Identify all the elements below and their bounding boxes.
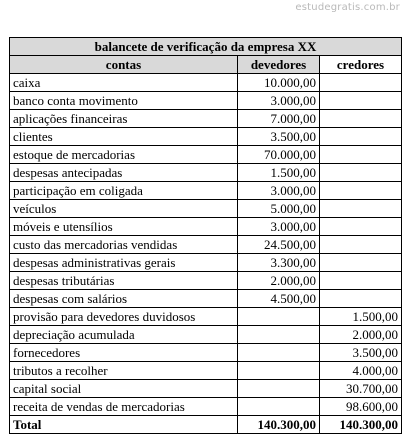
credit-value [320, 218, 402, 236]
table-row [10, 308, 402, 326]
total-debit: 140.300,00 [238, 416, 320, 434]
table-body [10, 74, 402, 434]
table-row [10, 128, 402, 146]
table-title-row [10, 38, 402, 56]
table-row [10, 92, 402, 110]
debit-value: 24.500,00 [238, 236, 320, 254]
table-row [10, 398, 402, 416]
header-contas: contas [10, 56, 238, 74]
account-name: fornecedores [10, 344, 238, 362]
credit-value [320, 236, 402, 254]
debit-value [238, 380, 320, 398]
credit-value [320, 254, 402, 272]
debit-value: 3.500,00 [238, 128, 320, 146]
table-row [10, 272, 402, 290]
watermark: estudegratis.com.br [295, 2, 400, 13]
table-row [10, 164, 402, 182]
table-title: balancete de verificação da empresa XX [10, 38, 402, 56]
credit-value: 30.700,00 [320, 380, 402, 398]
credit-value: 1.500,00 [320, 308, 402, 326]
account-name: despesas com salários [10, 290, 238, 308]
account-name: provisão para devedores duvidosos [10, 308, 238, 326]
debit-value [238, 362, 320, 380]
account-name: despesas administrativas gerais [10, 254, 238, 272]
credit-value [320, 74, 402, 92]
table-row [10, 254, 402, 272]
account-name: custo das mercadorias vendidas [10, 236, 238, 254]
account-name: receita de vendas de mercadorias [10, 398, 238, 416]
account-name: aplicações financeiras [10, 110, 238, 128]
account-name: capital social [10, 380, 238, 398]
trial-balance-table [9, 37, 402, 434]
debit-value: 3.300,00 [238, 254, 320, 272]
header-credores: credores [320, 56, 402, 74]
debit-value: 10.000,00 [238, 74, 320, 92]
table-row [10, 380, 402, 398]
credit-value [320, 200, 402, 218]
account-name: tributos a recolher [10, 362, 238, 380]
account-name: participação em coligada [10, 182, 238, 200]
table-row [10, 182, 402, 200]
credit-value: 98.600,00 [320, 398, 402, 416]
debit-value: 3.000,00 [238, 182, 320, 200]
account-name: despesas tributárias [10, 272, 238, 290]
credit-value: 4.000,00 [320, 362, 402, 380]
table-row [10, 200, 402, 218]
debit-value: 3.000,00 [238, 92, 320, 110]
debit-value: 3.000,00 [238, 218, 320, 236]
table-row [10, 218, 402, 236]
account-name: caixa [10, 74, 238, 92]
debit-value: 5.000,00 [238, 200, 320, 218]
table-row [10, 290, 402, 308]
account-name: despesas antecipadas [10, 164, 238, 182]
total-credit: 140.300,00 [320, 416, 402, 434]
header-devedores: devedores [238, 56, 320, 74]
table-row [10, 110, 402, 128]
table-header-row [10, 56, 402, 74]
account-name: veículos [10, 200, 238, 218]
debit-value: 2.000,00 [238, 272, 320, 290]
table-row [10, 236, 402, 254]
table-row [10, 326, 402, 344]
credit-value [320, 92, 402, 110]
account-name: banco conta movimento [10, 92, 238, 110]
credit-value: 3.500,00 [320, 344, 402, 362]
account-name: depreciação acumulada [10, 326, 238, 344]
credit-value [320, 164, 402, 182]
debit-value [238, 398, 320, 416]
credit-value [320, 290, 402, 308]
table-row [10, 74, 402, 92]
debit-value: 7.000,00 [238, 110, 320, 128]
total-row [10, 416, 402, 434]
debit-value: 1.500,00 [238, 164, 320, 182]
debit-value [238, 308, 320, 326]
table-row [10, 146, 402, 164]
account-name: clientes [10, 128, 238, 146]
table-row [10, 362, 402, 380]
credit-value [320, 272, 402, 290]
credit-value: 2.000,00 [320, 326, 402, 344]
credit-value [320, 146, 402, 164]
credit-value [320, 182, 402, 200]
table-row [10, 344, 402, 362]
debit-value: 70.000,00 [238, 146, 320, 164]
total-label: Total [10, 416, 238, 434]
credit-value [320, 110, 402, 128]
credit-value [320, 128, 402, 146]
debit-value: 4.500,00 [238, 290, 320, 308]
account-name: móveis e utensílios [10, 218, 238, 236]
debit-value [238, 326, 320, 344]
account-name: estoque de mercadorias [10, 146, 238, 164]
debit-value [238, 344, 320, 362]
